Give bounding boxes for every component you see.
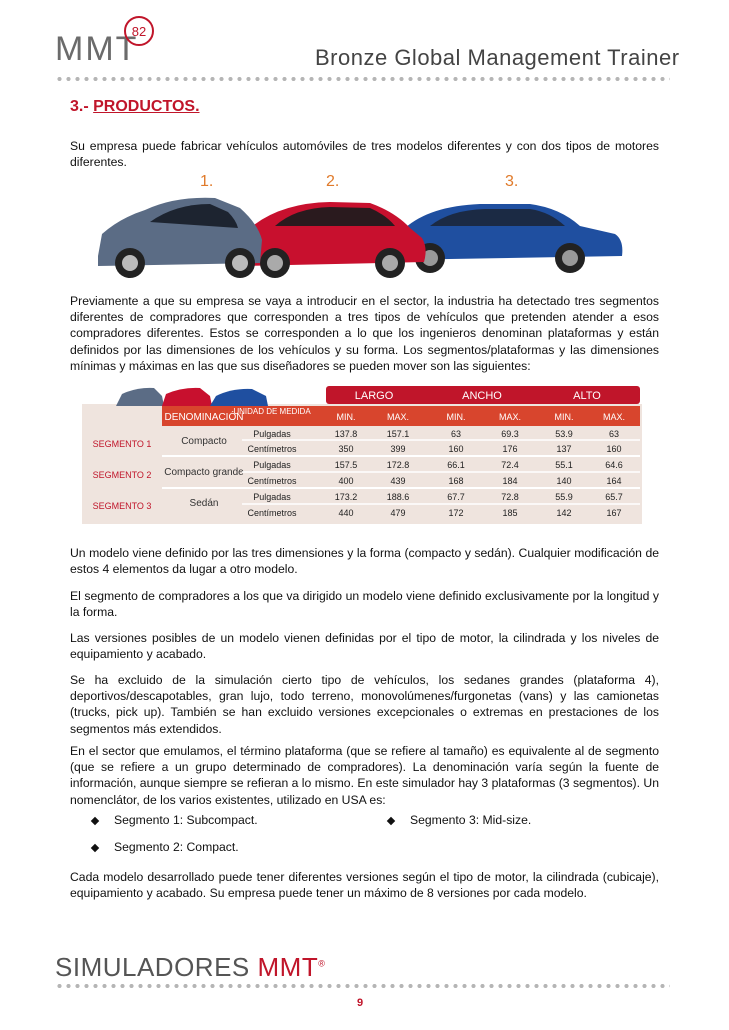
spec-col-denominacion: DENOMINACIÓN bbox=[164, 412, 244, 423]
spec-cell: 63 bbox=[608, 429, 620, 439]
spec-minmax-2: MIN. bbox=[446, 412, 466, 422]
bullet-text: Segmento 2: Compact. bbox=[114, 840, 239, 854]
spec-cell: 176 bbox=[502, 444, 518, 454]
header-divider bbox=[55, 76, 670, 82]
spec-cell: 137 bbox=[556, 444, 572, 454]
spec-cell: 137.8 bbox=[334, 429, 358, 439]
paragraph-intro: Su empresa puede fabricar vehículos automóviles de tres modelos diferentes y con dos tipos de motores diferentes. bbox=[70, 139, 659, 170]
spec-cell: 67.7 bbox=[447, 492, 465, 502]
spec-cell: 69.3 bbox=[501, 429, 519, 439]
bullet-segment-1 bbox=[92, 813, 258, 827]
bullet-diamond-icon bbox=[91, 817, 99, 825]
spec-cell: 350 bbox=[338, 444, 354, 454]
section-title bbox=[70, 98, 200, 116]
spec-cell: 157.1 bbox=[386, 429, 410, 439]
spec-unit: Centímetros bbox=[247, 476, 297, 486]
bullet-segment-3 bbox=[388, 813, 531, 827]
spec-name-2: Compacto grande bbox=[164, 467, 244, 478]
spec-cell: 53.9 bbox=[555, 429, 573, 439]
spec-segment-1: SEGMENTO 1 bbox=[92, 439, 152, 449]
footer-brand-mmt: MMT bbox=[257, 952, 319, 982]
spec-cell: 172.8 bbox=[386, 460, 410, 470]
spec-cell: 65.7 bbox=[605, 492, 623, 502]
bullet-diamond-icon bbox=[387, 817, 395, 825]
header-logo-badge: 82 bbox=[124, 16, 154, 46]
spec-header-largo: LARGO bbox=[354, 390, 394, 402]
bullet-text: Segmento 1: Subcompact. bbox=[114, 813, 258, 827]
spec-unit: Pulgadas bbox=[253, 429, 291, 439]
spec-cell: 184 bbox=[502, 476, 518, 486]
spec-unit: Centímetros bbox=[247, 444, 297, 454]
spec-cars-thumbnail bbox=[116, 388, 268, 406]
spec-cell: 479 bbox=[390, 508, 406, 518]
spec-minmax-0: MIN. bbox=[336, 412, 356, 422]
spec-unit: Pulgadas bbox=[253, 492, 291, 502]
spec-unit: Pulgadas bbox=[253, 460, 291, 470]
page-number: 9 bbox=[357, 997, 364, 1009]
spec-cell: 140 bbox=[556, 476, 572, 486]
spec-name-1: Compacto bbox=[181, 436, 227, 447]
car-label-2: 2. bbox=[326, 173, 340, 190]
bullet-diamond-icon bbox=[91, 844, 99, 852]
spec-cell: 64.6 bbox=[605, 460, 623, 470]
spec-minmax-3: MAX. bbox=[498, 412, 522, 422]
spec-cell: 157.5 bbox=[334, 460, 358, 470]
spec-col-unidad: UNIDAD DE MEDIDA bbox=[233, 407, 311, 416]
spec-segment-2: SEGMENTO 2 bbox=[92, 470, 152, 480]
paragraph-versions: Las versiones posibles de un modelo vienen definidas por el tipo de motor, la cilindrada y los niveles de equipamiento y acabado. bbox=[70, 631, 659, 662]
footer-logo bbox=[55, 952, 325, 983]
footer-brand-simuladores: SIMULADORES bbox=[55, 952, 250, 982]
spec-minmax-4: MIN. bbox=[554, 412, 574, 422]
spec-cell: 185 bbox=[502, 508, 518, 518]
footer-divider bbox=[55, 983, 670, 989]
car-label-1: 1. bbox=[200, 173, 214, 190]
spec-cell: 63 bbox=[450, 429, 462, 439]
paragraph-exclusions: Se ha excluido de la simulación cierto tipo de vehículos, los sedanes grandes (plataforma 4), deportivos/descapotables, gran lujo, todo terreno, monovolúmenes/furgonetas (vans) y las camionetas (trucks, pick up). También se han excluido versiones excepcionales o extremas en prestaciones de los segmentos más extendidos. bbox=[70, 673, 659, 736]
car-compact-large bbox=[245, 202, 426, 278]
spec-segment-3: SEGMENTO 3 bbox=[92, 501, 152, 511]
spec-minmax-5: MAX. bbox=[602, 412, 626, 422]
paragraph-buyer-segment: El segmento de compradores a los que va dirigido un modelo viene definido exclusivamente por la longitud y la forma. bbox=[70, 589, 659, 620]
spec-cell: 164 bbox=[606, 476, 622, 486]
spec-cell: 188.6 bbox=[386, 492, 410, 502]
header-logo: MMT bbox=[55, 30, 139, 68]
spec-cell: 400 bbox=[338, 476, 354, 486]
paragraph-model-definition: Un modelo viene definido por las tres dimensiones y la forma (compacto y sedán). Cualquier modificación de estos 4 elementos da lugar a otro modelo. bbox=[70, 546, 659, 577]
header-title: Bronze Global Management Trainer bbox=[315, 45, 680, 70]
spec-unit: Centímetros bbox=[247, 508, 297, 518]
spec-table bbox=[82, 384, 642, 524]
paragraph-max-versions: Cada modelo desarrollado puede tener diferentes versiones según el tipo de motor, la cilindrada (cubicaje), equipamiento y acabado. Su empresa puede tener un máximo de 8 versiones por cada modelo. bbox=[70, 870, 659, 901]
spec-cell: 160 bbox=[448, 444, 464, 454]
spec-header-ancho: ANCHO bbox=[462, 390, 502, 402]
bullet-text: Segmento 3: Mid-size. bbox=[410, 813, 532, 827]
spec-cell: 399 bbox=[390, 444, 406, 454]
spec-cell: 66.1 bbox=[447, 460, 465, 470]
spec-cell: 168 bbox=[448, 476, 464, 486]
spec-cell: 439 bbox=[390, 476, 406, 486]
spec-cell: 72.4 bbox=[501, 460, 519, 470]
car-sedan bbox=[390, 204, 622, 273]
spec-minmax-1: MAX. bbox=[386, 412, 410, 422]
car-compact bbox=[98, 198, 262, 278]
spec-cell: 72.8 bbox=[501, 492, 519, 502]
spec-cell: 55.1 bbox=[555, 460, 573, 470]
cars-image bbox=[90, 168, 630, 288]
spec-cell: 55.9 bbox=[555, 492, 573, 502]
section-number: 3.- bbox=[70, 98, 89, 115]
spec-cell: 173.2 bbox=[334, 492, 358, 502]
spec-cell: 440 bbox=[338, 508, 354, 518]
spec-cell: 172 bbox=[448, 508, 464, 518]
paragraph-segments: Previamente a que su empresa se vaya a introducir en el sector, la industria ha detectado tres segmentos diferentes de compradores que corresponden a tres tipos de vehículos que pretenden atender a esos compradores diferentes. Estos se corresponden a lo que los ingenieros denominan plataformas y están definidos por las dimensiones de los vehículos y su forma. Los segmentos/plataformas y las dimensiones mínimas y máximas en las que sus diseñadores se pueden mover son las siguientes: bbox=[70, 294, 659, 373]
spec-cell: 167 bbox=[606, 508, 622, 518]
spec-cell: 160 bbox=[606, 444, 622, 454]
bullet-segment-2 bbox=[92, 840, 239, 854]
spec-header-alto: ALTO bbox=[573, 390, 601, 402]
car-label-3: 3. bbox=[505, 173, 519, 190]
section-name: PRODUCTOS. bbox=[93, 98, 200, 115]
footer-registered-mark: ® bbox=[318, 958, 326, 969]
spec-cell: 142 bbox=[556, 508, 572, 518]
spec-name-3: Sedán bbox=[189, 498, 219, 509]
paragraph-platform: En el sector que emulamos, el término plataforma (que se refiere al tamaño) es equivalente al de segmento (que se refiere a un grupo determinado de compradores). La denominación varía según la fuente de información, aunque siempre se refieran a lo mismo. En este simulador hay 3 plataformas (3 segmentos). Un nomenclátor, de los varios existentes, utilizado en USA es: bbox=[70, 744, 659, 807]
